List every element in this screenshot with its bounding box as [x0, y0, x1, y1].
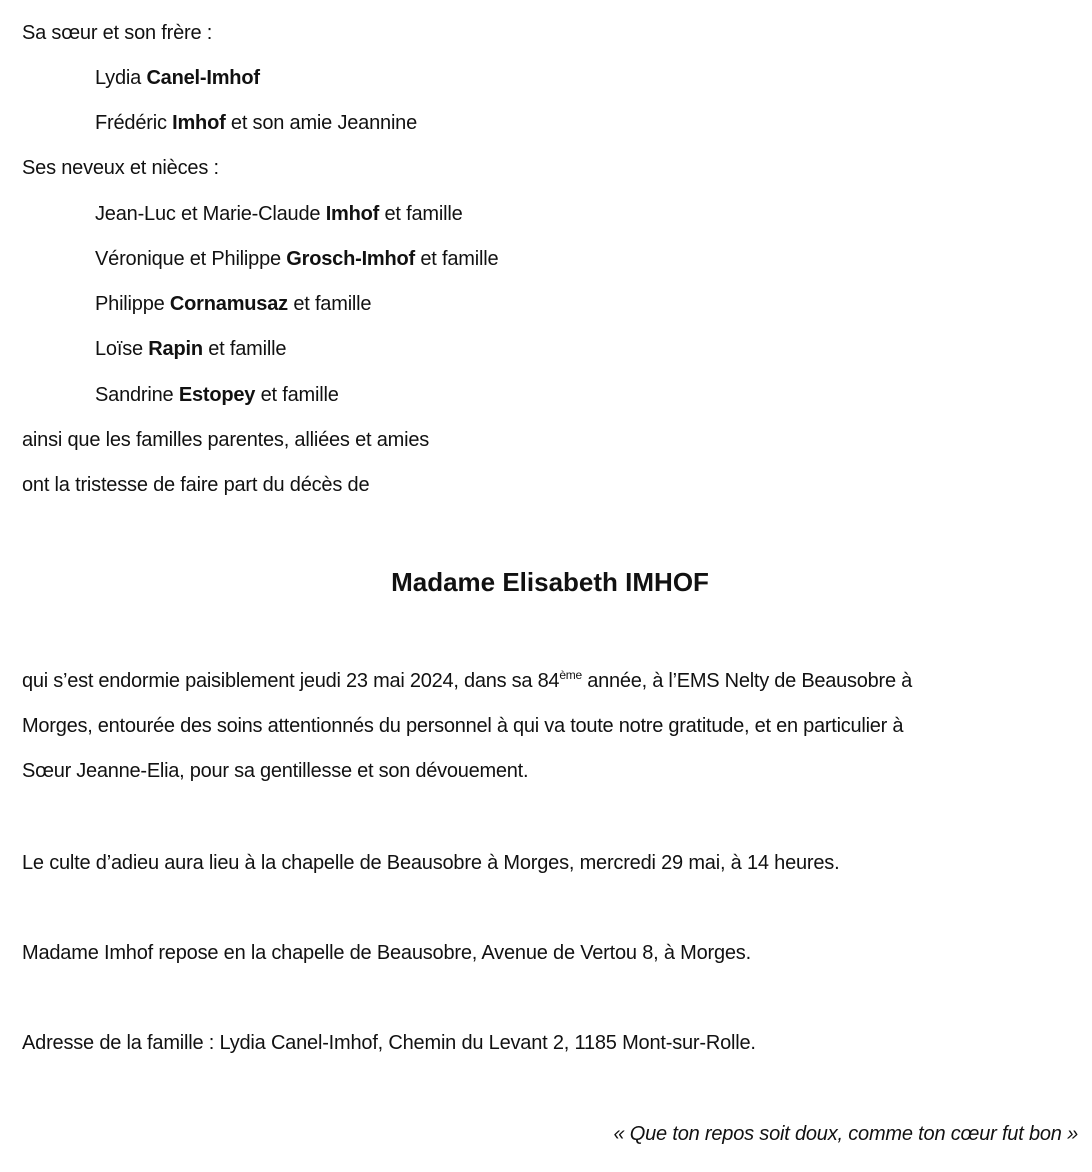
paragraph-text: année, à l’EMS Nelty de Beausobre à	[581, 670, 912, 692]
resting-place-info: Madame Imhof repose en la chapelle de Beausobre, Avenue de Vertou 8, à Morges.	[22, 942, 751, 964]
nephew-suffix: et famille	[260, 384, 339, 406]
nephew-last-name: Rapin	[148, 338, 203, 360]
nephew-suffix: et famille	[208, 338, 287, 360]
passing-paragraph	[22, 659, 1052, 794]
nephew-first-names: Sandrine	[95, 384, 174, 406]
siblings-heading: Sa sœur et son frère :	[22, 22, 213, 44]
paragraph-line-3: Sœur Jeanne-Elia, pour sa gentillesse et son dévouement.	[22, 760, 529, 782]
nephew-first-names: Loïse	[95, 338, 143, 360]
families-line: ainsi que les familles parentes, alliées et amies	[22, 429, 430, 451]
nephew-entry	[95, 200, 463, 228]
paragraph-line-2: Morges, entourée des soins attentionnés du personnel à qui va toute notre gratitude, et en particulier à	[22, 715, 904, 737]
paragraph-text: qui s’est endormie paisiblement jeudi 23 mai 2024, dans sa 84	[22, 670, 560, 692]
nephew-entry	[95, 335, 286, 363]
nephew-last-name: Cornamusaz	[169, 293, 288, 315]
nephew-first-names: Philippe	[95, 293, 165, 315]
sibling-last-name: Imhof	[172, 112, 226, 134]
sibling-entry	[95, 64, 260, 92]
nephew-suffix: et famille	[420, 248, 499, 270]
deceased-name: Madame Elisabeth IMHOF	[391, 567, 709, 597]
nephew-first-names: Jean-Luc et Marie-Claude	[95, 203, 321, 225]
ceremony-info: Le culte d’adieu aura lieu à la chapelle de Beausobre à Morges, mercredi 29 mai, à 14 heures.	[22, 852, 840, 874]
nephew-first-names: Véronique et Philippe	[95, 248, 281, 270]
nephew-last-name: Imhof	[325, 203, 380, 225]
nephew-suffix: et famille	[293, 293, 372, 315]
nephew-entry	[95, 290, 371, 318]
nephew-last-name: Estopey	[178, 384, 256, 406]
family-address: Adresse de la famille : Lydia Canel-Imhof, Chemin du Levant 2, 1185 Mont-sur-Rolle.	[22, 1032, 756, 1054]
sibling-suffix: et son amie Jeannine	[230, 112, 418, 134]
nephews-heading: Ses neveux et nièces :	[22, 157, 219, 179]
nephew-suffix: et famille	[384, 203, 463, 225]
nephew-entry	[95, 381, 339, 409]
paragraph-line-1	[22, 659, 1052, 704]
epitaph-quote: « Que ton repos soit doux, comme ton cœur fut bon »	[613, 1123, 1078, 1145]
sibling-first-name: Lydia	[95, 67, 142, 89]
ordinal-superscript: ème	[559, 668, 582, 682]
sibling-last-name: Canel-Imhof	[146, 67, 260, 89]
nephew-entry	[95, 245, 498, 273]
announcement-line: ont la tristesse de faire part du décès de	[22, 474, 370, 496]
sibling-entry	[95, 109, 417, 137]
sibling-first-name: Frédéric	[95, 112, 167, 134]
nephew-last-name: Grosch-Imhof	[286, 248, 416, 270]
